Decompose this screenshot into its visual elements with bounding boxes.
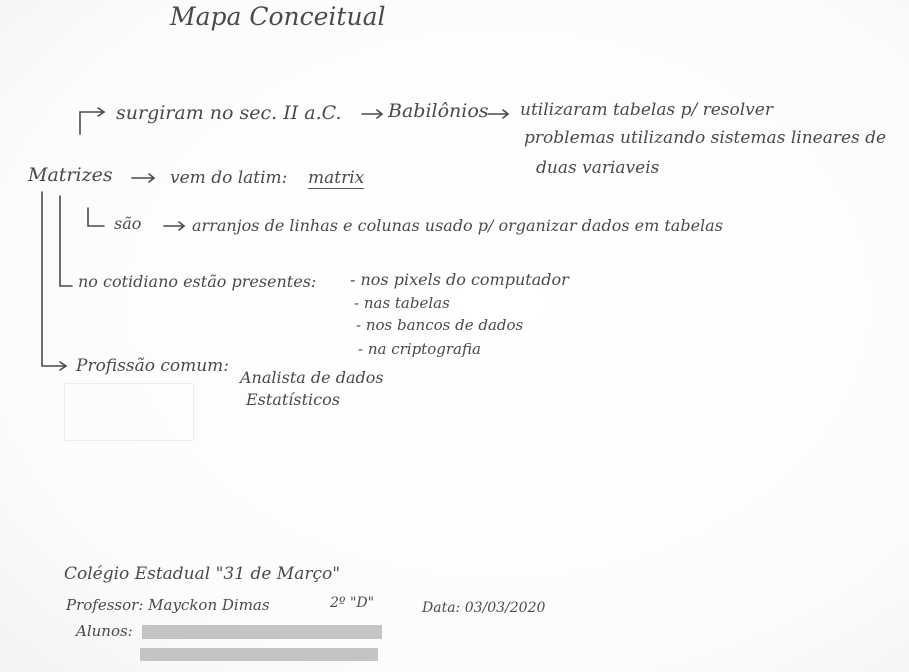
daily-item-4: - na criptografia [358,340,481,358]
footer-students-label: Alunos: [76,622,133,640]
etymology-word: matrix [308,168,365,188]
profession-value-2: Estatísticos [246,390,340,409]
origin-use-line-1: utilizaram tabelas p/ resolver [520,100,773,120]
origin-who: Babilônios [388,100,489,122]
footer-school: Colégio Estadual "31 de Março" [64,564,341,584]
definition-text: arranjos de linhas e colunas usado p/ organizar dados em tabelas [192,216,723,235]
definition-label: são [114,214,142,233]
origin-use-line-3: duas variaveis [536,158,660,178]
origin-text: surgiram no sec. II a.C. [116,102,342,124]
daily-label: no cotidiano estão presentes: [78,272,317,291]
origin-use-line-2: problemas utilizando sistemas lineares de [524,128,887,148]
etymology-prefix: vem do latim: [170,168,288,188]
daily-item-2: - nas tabelas [354,294,450,312]
profession-label: Profissão comum: [76,356,230,376]
footer-teacher: Professor: Mayckon Dimas [66,596,270,614]
daily-item-3: - nos bancos de dados [356,316,524,334]
daily-item-1: - nos pixels do computador [350,270,569,289]
profession-value-1: Analista de dados [240,368,384,387]
footer-class: 2º "D" [330,595,375,611]
redacted-student-name-2 [140,648,378,661]
root-concept: Matrizes [28,164,113,186]
redacted-student-name-1 [142,625,382,639]
footer-date: Data: 03/03/2020 [422,600,546,616]
page-title: Mapa Conceitual [170,2,386,31]
